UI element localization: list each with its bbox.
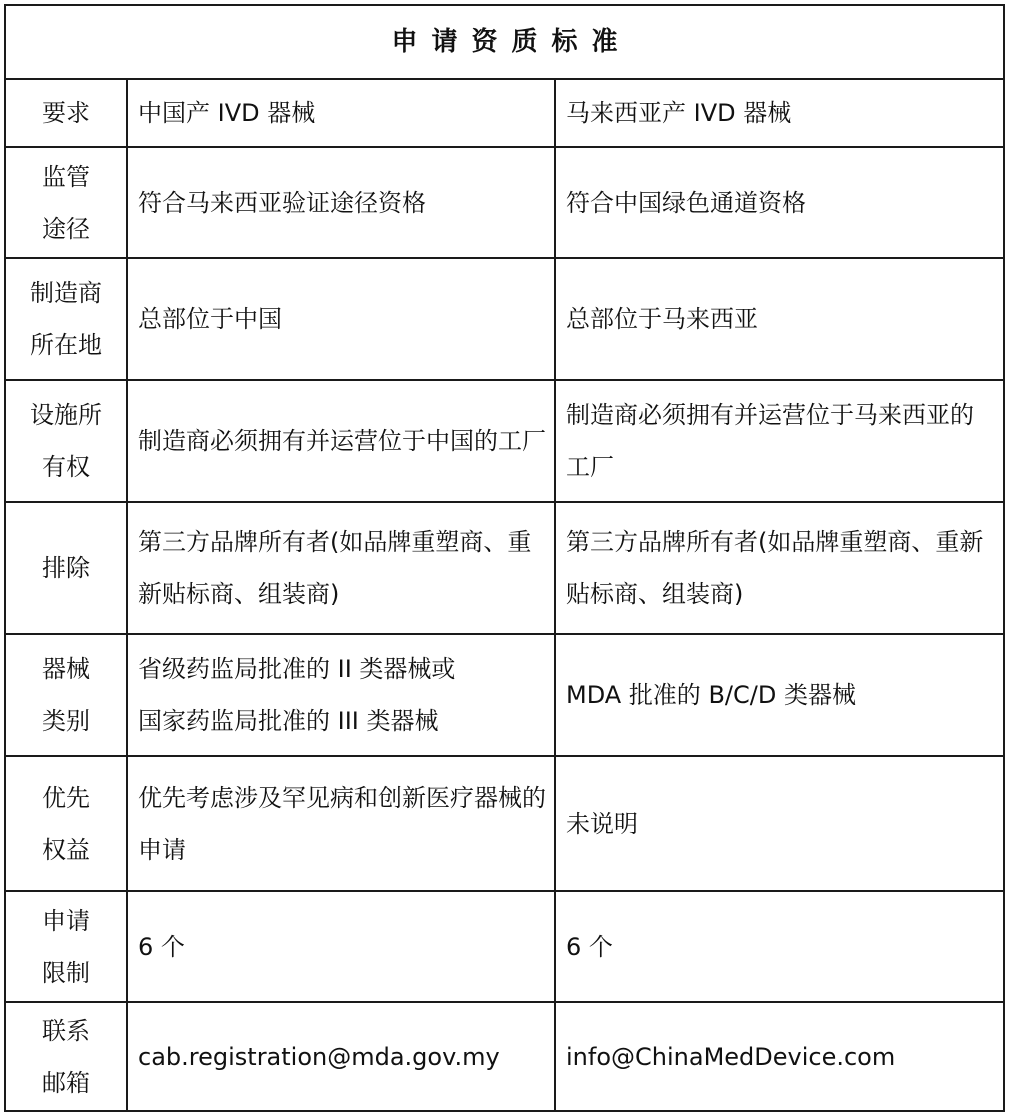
header-row bbox=[5, 79, 1004, 147]
malaysia-cell bbox=[555, 502, 1004, 634]
china-value: cab.registration@mda.gov.my bbox=[138, 1042, 500, 1071]
table-row bbox=[5, 891, 1004, 1002]
table-row bbox=[5, 1002, 1004, 1111]
row-label: 联系邮箱 bbox=[41, 1016, 90, 1097]
china-cell bbox=[127, 891, 555, 1002]
malaysia-cell bbox=[555, 634, 1004, 756]
table-row bbox=[5, 634, 1004, 756]
row-label: 优先权益 bbox=[41, 783, 90, 864]
row-label-cell bbox=[5, 258, 127, 380]
china-value: 符合马来西亚验证途径资格 bbox=[138, 188, 426, 217]
header-malaysia: 马来西亚产 IVD 器械 bbox=[566, 99, 792, 127]
row-label-cell bbox=[5, 380, 127, 502]
table-title: 申请资质标准 bbox=[5, 5, 1004, 79]
china-cell bbox=[127, 634, 555, 756]
row-label-cell bbox=[5, 634, 127, 756]
china-cell bbox=[127, 1002, 555, 1111]
row-label-cell bbox=[5, 891, 127, 1002]
malaysia-cell bbox=[555, 258, 1004, 380]
malaysia-value: 总部位于马来西亚 bbox=[566, 305, 758, 333]
china-value: 省级药监局批准的 II 类器械或 国家药监局批准的 III 类器械 bbox=[138, 655, 456, 735]
malaysia-cell bbox=[555, 147, 1004, 258]
header-label-cell bbox=[5, 79, 127, 147]
china-value: 第三方品牌所有者(如品牌重塑商、重新贴标商、组装商) bbox=[138, 528, 532, 608]
china-cell bbox=[127, 502, 555, 634]
malaysia-value: 6 个 bbox=[566, 932, 613, 961]
malaysia-value: 未说明 bbox=[566, 809, 638, 838]
malaysia-value: 制造商必须拥有并运营位于马来西亚的工厂 bbox=[566, 401, 974, 481]
malaysia-value: 第三方品牌所有者(如品牌重塑商、重新贴标商、组装商) bbox=[566, 528, 984, 608]
row-label: 监管途径 bbox=[41, 162, 90, 243]
malaysia-cell bbox=[555, 756, 1004, 891]
header-label: 要求 bbox=[41, 99, 90, 127]
header-china: 中国产 IVD 器械 bbox=[138, 99, 316, 127]
table-row bbox=[5, 756, 1004, 891]
table-row bbox=[5, 502, 1004, 634]
malaysia-cell bbox=[555, 380, 1004, 502]
china-cell bbox=[127, 147, 555, 258]
china-cell bbox=[127, 380, 555, 502]
row-label: 申请限制 bbox=[41, 906, 90, 987]
qualification-table bbox=[4, 4, 1005, 1112]
china-value: 总部位于中国 bbox=[138, 305, 282, 333]
row-label: 设施所有权 bbox=[29, 401, 102, 481]
malaysia-value: 符合中国绿色通道资格 bbox=[566, 188, 806, 217]
row-label-cell bbox=[5, 502, 127, 634]
china-cell bbox=[127, 756, 555, 891]
malaysia-value: MDA 批准的 B/C/D 类器械 bbox=[566, 681, 856, 709]
header-china-cell bbox=[127, 79, 555, 147]
row-label: 排除 bbox=[41, 554, 90, 582]
table-row bbox=[5, 380, 1004, 502]
malaysia-value: info@ChinaMedDevice.com bbox=[566, 1042, 896, 1071]
row-label-cell bbox=[5, 147, 127, 258]
title-row bbox=[5, 5, 1004, 79]
malaysia-cell bbox=[555, 1002, 1004, 1111]
china-value: 制造商必须拥有并运营位于中国的工厂 bbox=[138, 427, 546, 455]
china-value: 优先考虑涉及罕见病和创新医疗器械的申请 bbox=[138, 783, 546, 864]
row-label: 器械类别 bbox=[41, 655, 90, 735]
china-cell bbox=[127, 258, 555, 380]
row-label-cell bbox=[5, 756, 127, 891]
row-label: 制造商所在地 bbox=[29, 279, 102, 359]
row-label-cell bbox=[5, 1002, 127, 1111]
malaysia-cell bbox=[555, 891, 1004, 1002]
table-row bbox=[5, 147, 1004, 258]
header-malaysia-cell bbox=[555, 79, 1004, 147]
china-value: 6 个 bbox=[138, 932, 185, 961]
table-row bbox=[5, 258, 1004, 380]
